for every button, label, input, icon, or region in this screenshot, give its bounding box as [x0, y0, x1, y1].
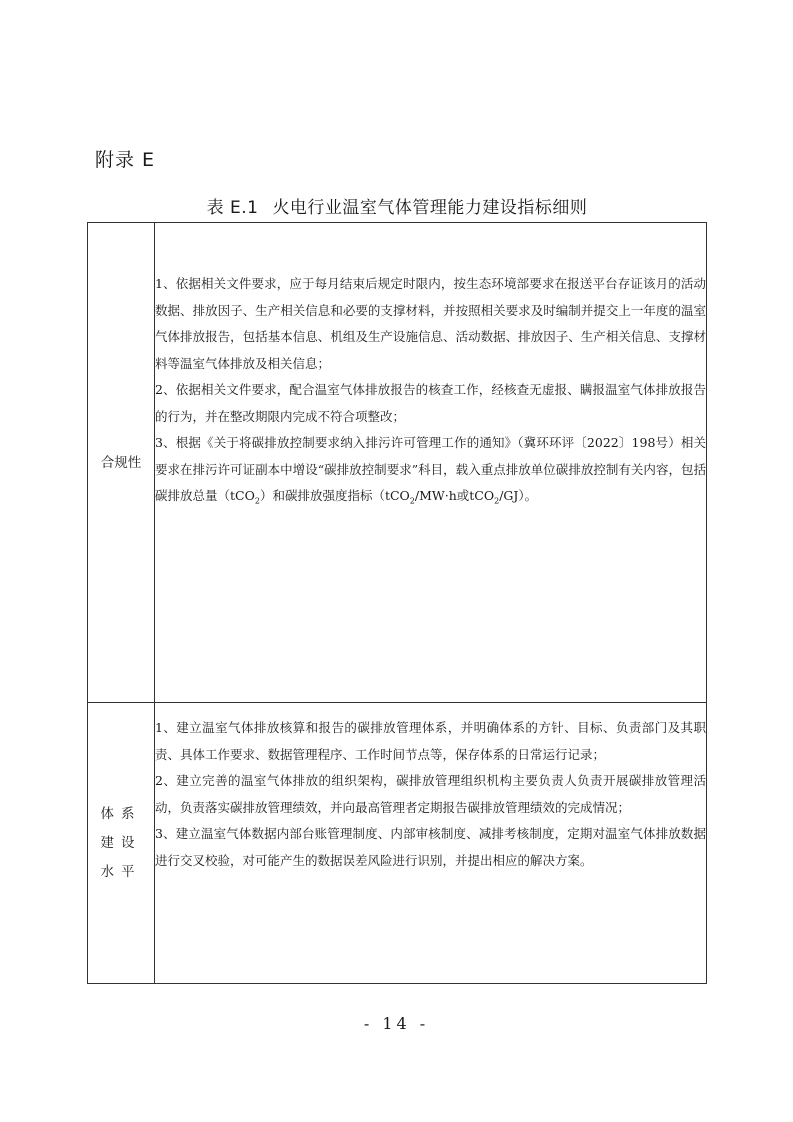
row-content-cell: [155, 223, 707, 703]
appendix-heading: 附录 E: [95, 149, 156, 171]
row-label-cell: [88, 223, 155, 703]
requirement-item: 2、建立完善的温室气体排放的组织架构，碳排放管理组织机构主要负责人负责开展碳排放管理活动，负责落实碳排放管理绩效，并向最高管理者定期报告碳排放管理绩效的完成情况；: [155, 773, 706, 815]
row-label: 体系建设水平: [100, 805, 142, 880]
table-title: [87, 196, 707, 220]
table-number: 表 E.1: [206, 198, 259, 218]
page-number: - 14 -: [363, 1014, 430, 1033]
row-label: 合规性: [100, 454, 142, 471]
requirement-item: 2、依据相关文件要求，配合温室气体排放报告的核查工作，经核查无虚报、瞒报温室气体排放报告的行为，并在整改期限内完成不符合项整改；: [155, 382, 706, 424]
indicator-table: [87, 222, 707, 984]
table-row: [88, 703, 707, 984]
requirement-item: 1、建立温室气体排放核算和报告的碳排放管理体系，并明确体系的方针、目标、负责部门及其职责、具体工作要求、数据管理程序、工作时间节点等，保存体系的日常运行记录；: [155, 720, 706, 762]
table-row: [88, 223, 707, 703]
requirement-item: 3、建立温室气体数据内部台账管理制度、内部审核制度、减排考核制度，定期对温室气体排放数据进行交叉校验，对可能产生的数据误差风险进行识别，并提出相应的解决方案。: [155, 826, 706, 868]
row-label-cell: [88, 703, 155, 984]
requirement-item: 3、根据《关于将碳排放控制要求纳入排污许可管理工作的通知》（冀环环评〔2022〕198号）相关要求在排污许可证副本中增设“碳排放控制要求”科目，载入重点排放单位碳排放控制有关内容，包括碳排放总量（tCO$_2$）和碳排放强度指标（tCO$_2$/MW·h或tCO$_2$/GJ）。: [155, 435, 706, 506]
row-content-cell: [155, 703, 707, 984]
table-title-text: 火电行业温室气体管理能力建设指标细则: [272, 198, 588, 218]
requirement-item: 1、依据相关文件要求，应于每月结束后规定时限内，按生态环境部要求在报送平台存证该月的活动数据、排放因子、生产相关信息和必要的支撑材料，并按照相关要求及时编制并提交上一年度的温室气体排放报告，包括基本信息、机组及生产设施信息、活动数据、排放因子、生产相关信息、支撑材料等温室气体排放及相关信息；: [155, 276, 706, 371]
